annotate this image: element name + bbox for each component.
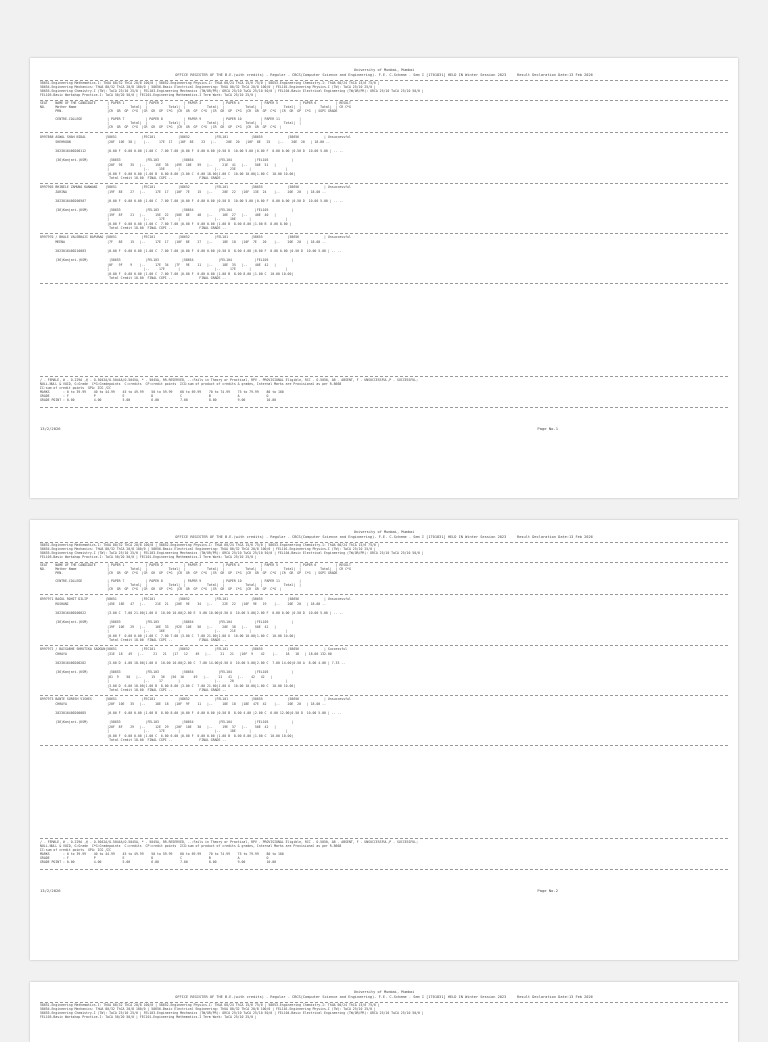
subject-line: 58651-Engineering Mathematics-I: ThUA 80/32 ThCA 20/8 100/0 | 58652-Engineering Physics-I: ThUA 60/24 ThCA 15/6 75/0 | 58653-Engineering Chemistry-I: ThUA 60/24 ThCA 15/6 75/0 | (40, 81, 380, 85)
legend-line: ΣC:sum of credit points GPA: ΣCG /ΣC (40, 848, 112, 852)
register-title: OFFICE REGISTER OF THE B.E.(with credits) - Regular - CBCS(Computer Science and Engineering)- F.E. C-Scheme - Sem I [1T01831] HELD IN Winter Session 2023 Result Declaration Date:13 Feb 2026 (175, 73, 593, 77)
column-header: | Total| | Total| | Total| | Total| | Total| | (40, 583, 301, 587)
record-line: | |-- 17E | |-- 17E | | (40, 267, 288, 271)
record-line: ZARINA |19F 8E 27 |-- 17E 17 |10F 7E 15 |-- 20E 22 |16F 13E 24 |-- 20E 20 | 18.00 -- (40, 190, 326, 194)
subject-line: 58655-Engineering Chemistry-I (TW): TwCA 25/10 25/0 | FEL103-Engineering Mechanics (TW/OR/PR): ORCA 25/10 TwCA 25/10 50/0 | FEL104-Basic Electrical Engineering (TW/OR/PR): ORCA 25/10 TwCA 25/10 50/0 | (40, 551, 424, 555)
page-2 (30, 520, 738, 960)
record-line: | |-- 17E | |-- 18E | | (40, 729, 288, 733)
record-line: 8997971 BAGUL ROHIT DILIP |58651 |FEC101 |58652 |FEL101 |58655 |58656 | Unsuccessful (40, 597, 351, 601)
subject-line: FEL105-Basic Workshop Practice-I: TwCA 50/20 50/0 | FEC101-Engineering Mathematics-I Term Work: TwCA 25/10 25/0 | (40, 1015, 257, 1019)
column-header: PRN. |CR GR GP C*G |CR GR GP C*G |CR GR GP C*G |CR GR GP C*G |CR GR GP C*G |CR GR GP C*G | SGPI GRADE (40, 109, 338, 113)
record-line: 8997868 ASWAL SHAH NIDAL |58651 |FEC101 |58652 |FEL101 |58655 |58656 | Unsuccessful (40, 135, 351, 139)
record-line: |3.00 D 6.00 18.00|1.00 B 8.00 8.00 |3.00 C 7.00 21.00|1.00 O 10.00 10.00|1.00 C 10.00 10.00| (40, 684, 296, 688)
record-line: 8997903 BHIBELE ZAMUNA KANWANI |58651 |FEC101 |58652 |FEL101 |58655 |58656 | Unsuccessful (40, 185, 351, 189)
divider (40, 376, 728, 377)
record-line: | |-- 17 | |-- 20 | | (40, 679, 288, 683)
university-name: University of Mumbai, Mumbai (353, 68, 415, 72)
record-line: (36)Kanjari-(KSM) |58653 |FEL103 |58654 |FEL104 |FEL105 | (40, 158, 294, 162)
subject-line: 58654-Engineering Mechanics: ThUA 80/32 ThCA 20/8 100/0 | 58656-Basic Electrical Engineering: ThUA 80/32 ThCA 20/8 100/0 | FEL101-Engineering Physics-I (TW): TwCA 25/10 25/0 | (40, 85, 376, 89)
subject-line: FEL105-Basic Workshop Practice-I: TwCA 50/20 50/0 | FEC101-Engineering Mathematics-I Term Work: TwCA 25/10 25/0 | (40, 93, 257, 97)
record-line: CHHAYA |31E 18 49 |-- 21 21 |17 12 49 |-- 21 21 |16F 9 42 |-- 18 18 | 18.00 132.00 (40, 652, 332, 656)
record-line: 2023016400210003 |0.00 F 0.00 0.00 |1.00 C 7.00 7.00 |0.00 F 0.00 0.00 |0.50 D 8.00 4.00 |0.00 F 0.00 0.00 |0.50 D 10.00 5.00 | -- -- (40, 249, 342, 253)
column-header: | Total| | Total| | Total| | Total| | Total| | (40, 121, 301, 125)
record-line: |20F 9E 35 |-- 15E 35 |49E 10E 59 |-- 21E 41 |-- 50E 51 | (40, 163, 277, 167)
legend-line: GRADE : F P E D C B A O (40, 856, 269, 860)
record-line: MEENA |7F 8E 15 |-- 17E 17 |10F 8E 27 |-- 18E 18 |10F 7E 20 |-- 20E 20 | 18.00 -- (40, 240, 326, 244)
record-line: 2023016400200507 |0.00 F 0.00 0.00 |1.00 C 7.00 7.00 |0.00 F 0.00 0.00 |0.50 D 10.00 5.00 |0.00 F 0.00 0.00 |0.50 D 10.00 5.00 | -- -- (40, 199, 344, 203)
record-line: 2023016400200282 |3.00 D 4.00 18.00|1.00 O 10.00 10.00|2.00 C 7.00 14.00|0.50 O 10.00 5.00|2.00 C 7.00 14.00|0.50 A 8.00 4.00 | 7.33 -- (40, 661, 346, 665)
column-header: NO. Mother Name | Total| | Total| | Total| | Total| | Total| | Total| | CR C*G (40, 105, 351, 109)
subject-line: 58654-Engineering Mechanics: ThUA 80/32 ThCA 20/8 100/0 | 58656-Basic Electrical Engineering: ThUA 80/32 ThCA 20/8 100/0 | FEL101-Engineering Physics-I (TW): TwCA 25/10 25/0 | (40, 547, 376, 551)
print-date: 13/2/2026 (40, 888, 61, 893)
subject-line: 58651-Engineering Mathematics-I: ThUA 80/32 ThCA 20/8 100/0 | 58652-Engineering Physics-I: ThUA 60/24 ThCA 15/6 75/0 | 58653-Engineering Chemistry-I: ThUA 60/24 ThCA 15/6 75/0 | (40, 1003, 380, 1007)
column-header: CENTRE-COLLEGE | PAPER 7 | PAPER 8 | PAPER 9 | PAPER 10 | PAPER 11 | (40, 579, 301, 583)
record-line: | |-- 17E | |-- 10E | | (40, 217, 288, 221)
record-line: |19F 8F 21 |-- 15E 22 |50E 8E 48 |-- 16E 27 |-- 40E 40 | (40, 213, 277, 217)
record-line: |0.00 F 0.00 0.00 |1.00 B 8.00 8.00 |3.00 C 6.00 18.00|1.00 C 10.00 10.00|1.00 C 10.00 10.00| (40, 172, 296, 176)
record-line: |0.00 F 0.00 0.00 |1.00 C 6.00 6.00 |0.00 F 0.00 0.00 |1.00 B 8.00 8.00 |1.00 C 10.00 10.00| (40, 734, 294, 738)
page-3 (30, 982, 738, 1042)
record-line: | |-- 15E | |-- 23E | | (40, 167, 288, 171)
legend-line: / - FEMALE, # - O.229A ,@ - O.5042A/O.5044A/O.5045A, * - 5045A, RR-RESERVED, --:Fails in Theory or Practical, RPV - PROVISIONAL Eligible, RCC - O.5050, AB - ABSENT, F - UNSUCCESSFUL,P - SUCCESSFUL; (40, 378, 419, 382)
print-date: 13/2/2026 (40, 426, 61, 431)
page-number: Page No.2 (537, 888, 558, 893)
page-number: Page No.1 (537, 426, 558, 431)
divider (40, 745, 728, 746)
legend-line: NULL-NULL & VOID, G:Grade C*G:Gradepoints C:credits CP:credit points ΣCG:sum of product of credits & grades, Internal Marks are Provisional as per R.8668 (40, 382, 342, 386)
record-line: |0F 9F 9 |-- 17E 34 |7F 9E 11 |-- 18E 35 |-- 40E 42 | (40, 263, 277, 267)
column-header: SEAT NAME OF THE CANDIDATE | PAPER 1 | PAPER 2 | PAPER 3 | PAPER 4 | PAPER 5 | PAPER 6 | RESULT (40, 563, 351, 567)
legend-line: MARKS : 0 to 39.99 40 to 44.99 45 to 49.99 50 to 59.99 60 to 69.99 70 to 74.99 75 to 79.99 80 to 100 (40, 852, 284, 856)
divider (40, 869, 728, 870)
divider (40, 645, 728, 646)
record-line: 2023016400200112 |0.00 F 0.00 0.00 |1.00 C 7.00 7.00 |0.00 F 0.00 0.00 |0.50 D 10.00 5.00 |0.00 F 0.00 0.00 |0.50 D 10.00 5.00 | -- -- (40, 149, 344, 153)
record-line: |20F 8F 29 |-- 12E 29 |20F 10E 30 |-- 19E 37 |-- 50E 42 | (40, 725, 277, 729)
divider (40, 594, 728, 595)
record-line: |0.00 F 0.00 0.00 |1.00 C 7.00 7.00 |0.00 F 0.00 0.00 |1.00 B 8.00 8.00 |1.00 C 10.00 10.00| (40, 272, 294, 276)
record-line: (36)Kanjari-(KSM) |58653 |FEL103 |58654 |FEL104 |FEL105 | (40, 620, 294, 624)
record-line: 2023016400200022 |3.00 C 7.00 21.00|1.00 O 10.00 10.00|2.00 E 5.00 10.00|0.50 O 10.00 5.00|2.00 F 0.00 0.00 |0.50 D 10.00 5.00 | -- -- (40, 611, 344, 615)
record-line: |0.00 F 0.00 0.00 |1.00 C 7.00 7.00 |3.00 C 7.00 21.00|1.00 O 10.00 10.00|1.00 C 10.00 10.00| (40, 634, 296, 638)
legend-line: GRADE : F P E D C B A O (40, 394, 269, 398)
column-header: SEAT NAME OF THE CANDIDATE | PAPER 1 | PAPER 2 | PAPER 3 | PAPER 4 | PAPER 5 | PAPER 6 | RESULT (40, 101, 351, 105)
divider (40, 183, 728, 184)
record-line: Total Credit 18.00 FINAL CGPI -- FINAL GRADE -- (40, 738, 227, 742)
record-line: Total Credit 18.00 FINAL CGPI -- FINAL GRADE -- (40, 638, 227, 642)
legend-line: GRADE POINT : 0.00 4.00 5.00 6.00 7.00 8.00 9.00 10.00 (40, 860, 277, 864)
divider (40, 283, 728, 284)
record-line: | |-- 16E | |-- 21E | | (40, 629, 288, 633)
record-line: (36)Kanjari-(KSM) |58653 |FEL103 |58654 |FEL104 |FEL105 | (40, 670, 294, 674)
record-line: 2023016400200085 |0.00 F 0.00 0.00 |1.00 B 8.00 8.00 |0.00 F 0.00 0.00 |0.50 B 8.00 4.00 |2.00 C 6.00 12.00|0.50 D 10.00 5.00 | -- -- (40, 711, 342, 715)
record-line: Total Credit 18.00 FINAL CGPI -- FINAL GRADE -- (40, 276, 227, 280)
register-title: OFFICE REGISTER OF THE B.E.(with credits) - Regular - CBCS(Computer Science and Engineering)- F.E. C-Scheme - Sem I [1T01831] HELD IN Winter Session 2023 Result Declaration Date:13 Feb 2026 (175, 995, 593, 999)
column-header: |CR GR GP C*G |CR GR GP C*G |CR GR GP C*G |CR GR GP C*G |CR GR GP C*G | (40, 587, 282, 591)
legend-line: / - FEMALE, # - O.229A ,@ - O.5042A/O.5044A/O.5045A, * - 5045A, RR-RESERVED, --:Fails in Theory or Practical, RPV - PROVISIONAL Eligible, RCC - O.5050, AB - ABSENT, F - UNSUCCESSFUL,P - SUCCESSFUL; (40, 840, 419, 844)
record-line: SHEHRUON |20F 10E 38 | |-- 17E 17 |10F 8E 23 |-- 20E 20 |10F 8E 25 |-- 20E 20 | 18.00 -- (40, 140, 330, 144)
record-line: Total Credit 18.00 FINAL CGPI -- FINAL GRADE -- (40, 176, 227, 180)
legend-line: ΣC:sum of credit points GPA: ΣCG /ΣC (40, 386, 112, 390)
record-line: |19F 10E 29 |-- 16E 33 |92E 10E 56 |-- 20E 38 |-- 50E 42 | (40, 625, 277, 629)
divider (40, 838, 728, 839)
legend-line: NULL-NULL & VOID, G:Grade C*G:Gradepoints C:credits CP:credit points ΣCG:sum of product of credits & grades, Internal Marks are Provisional as per R.8668 (40, 844, 342, 848)
subject-line: 58651-Engineering Mathematics-I: ThUA 80/32 ThCA 20/8 100/0 | 58652-Engineering Physics-I: ThUA 60/24 ThCA 15/6 75/0 | 58653-Engineering Chemistry-I: ThUA 60/24 ThCA 15/6 75/0 | (40, 543, 380, 547)
record-line: (36)Kanjari-(KSM) |58653 |FEL103 |58654 |FEL104 |FEL105 | (40, 720, 294, 724)
record-line: CHHAYA |20F 10E 35 |-- 18E 18 |10F 9F 11 |-- 18E 18 |18E 47E 42 |-- 20E 20 | 18.00 -- (40, 702, 326, 706)
column-header: |CR GR GP C*G |CR GR GP C*G |CR GR GP C*G |CR GR GP C*G |CR GR GP C*G | (40, 125, 282, 129)
column-header: NO. Mother Name | Total| | Total| | Total| | Total| | Total| | Total| | CR C*G (40, 567, 351, 571)
record-line: |0.00 F 0.00 0.00 |1.00 C 7.00 7.00 |0.00 F 0.00 0.00 |1.00 B 8.00 8.00 |1.00 B 8.00 8.00 | (40, 222, 292, 226)
legend-line: GRADE POINT : 0.00 4.00 5.00 6.00 7.00 8.00 9.00 10.00 (40, 398, 277, 402)
page-1 (30, 58, 738, 498)
divider (40, 407, 728, 408)
subject-line: 58655-Engineering Chemistry-I (TW): TwCA 25/10 25/0 | FEL103-Engineering Mechanics (TW/OR/PR): ORCA 25/10 TwCA 25/10 50/0 | FEL104-Basic Electrical Engineering (TW/OR/PR): ORCA 25/10 TwCA 25/10 50/0 | (40, 1011, 424, 1015)
university-name: University of Mumbai, Mumbai (353, 990, 415, 994)
record-line: 8997973 BANTE SURESH VISHES |58651 |FEC101 |58652 |FEL101 |58655 |58656 | Unsuccessful (40, 697, 351, 701)
divider (40, 132, 728, 133)
divider (40, 695, 728, 696)
divider (40, 233, 728, 234)
record-line: RUSHANI |45E 18E 47 |-- 21E 21 |20E 9E 34 |-- 22E 22 |10F 9E 19 |-- 20E 20 | 18.00 -- (40, 602, 326, 606)
legend-line: MARKS : 0 to 39.99 40 to 44.99 45 to 49.99 50 to 59.99 60 to 69.99 70 to 74.99 75 to 79.99 80 to 100 (40, 390, 284, 394)
record-line: |81 9 50 |-- 15 36 |50 10 49 |-- 21 41 |-- 42 42 | (40, 675, 273, 679)
register-title: OFFICE REGISTER OF THE B.E.(with credits) - Regular - CBCS(Computer Science and Engineering)- F.E. C-Scheme - Sem I [1T01831] HELD IN Winter Session 2023 Result Declaration Date:13 Feb 2026 (175, 535, 593, 539)
record-line: (36)Kanjari-(KSM) |58653 |FEL103 |58654 |FEL104 |FEL105 | (40, 208, 294, 212)
column-header: CENTRE-COLLEGE | PAPER 7 | PAPER 8 | PAPER 9 | PAPER 10 | PAPER 11 | (40, 117, 301, 121)
record-line: Total Credit 18.00 FINAL CGPI -- FINAL GRADE -- (40, 226, 227, 230)
record-line: 8997970 / BHALE VALEBHAJI BAPURAO |58651 |FEC101 |58652 |FEL101 |58655 |58656 | Unsuccessful (40, 235, 351, 239)
university-name: University of Mumbai, Mumbai (353, 530, 415, 534)
column-header: PRN. |CR GR GP C*G |CR GR GP C*G |CR GR GP C*G |CR GR GP C*G |CR GR GP C*G |CR GR GP C*G | SGPI GRADE (40, 571, 338, 575)
record-line: 8997972 / BAISABHE SHRUTIKA SADGUN|58651 |FEC101 |58652 |FEL101 |58655 |58656 | Successful (40, 647, 348, 651)
record-line: (36)Kanjari-(KSM) |58653 |FEL103 |58654 |FEL104 |FEL105 | (40, 258, 294, 262)
record-line: Total Credit 18.00 FINAL CGPI -- FINAL GRADE -- (40, 688, 227, 692)
subject-line: 58654-Engineering Mechanics: ThUA 80/32 ThCA 20/8 100/0 | 58656-Basic Electrical Engineering: ThUA 80/32 ThCA 20/8 100/0 | FEL101-Engineering Physics-I (TW): TwCA 25/10 25/0 | (40, 1007, 376, 1011)
subject-line: FEL105-Basic Workshop Practice-I: TwCA 50/20 50/0 | FEC101-Engineering Mathematics-I Term Work: TwCA 25/10 25/0 | (40, 555, 257, 559)
subject-line: 58655-Engineering Chemistry-I (TW): TwCA 25/10 25/0 | FEL103-Engineering Mechanics (TW/OR/PR): ORCA 25/10 TwCA 25/10 50/0 | FEL104-Basic Electrical Engineering (TW/OR/PR): ORCA 25/10 TwCA 25/10 50/0 | (40, 89, 424, 93)
